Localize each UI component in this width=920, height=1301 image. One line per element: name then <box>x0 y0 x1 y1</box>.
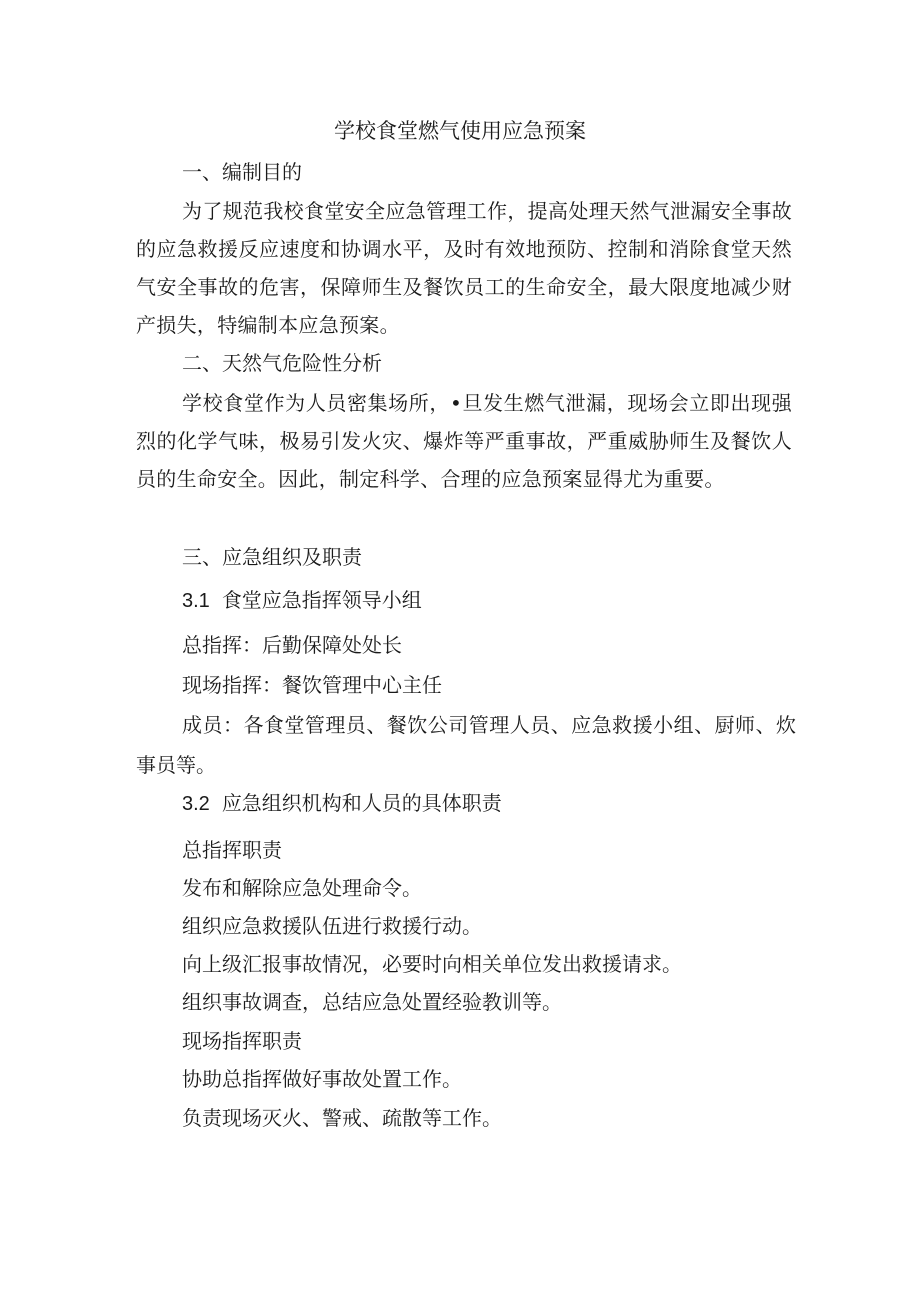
subsection-title: 应急组织机构和人员的具体职责 <box>221 791 502 815</box>
section-heading-hazard-analysis: 二、天然气危险性分析 <box>182 351 382 375</box>
section-heading-purpose: 一、编制目的 <box>182 160 302 184</box>
commander-duty-item: 向上级汇报事故情况，必要时向相关单位发出救援请求。 <box>182 952 682 976</box>
heading-site-duties: 现场指挥职责 <box>182 1029 302 1053</box>
site-duty-item: 负责现场灭火、警戒、疏散等工作。 <box>182 1106 502 1130</box>
document-title: 学校食堂燃气使用应急预案 <box>334 119 586 143</box>
subsection-heading-duties <box>182 788 502 819</box>
paragraph-purpose: 为了规范我校食堂安全应急管理工作，提高处理天然气泄漏安全事故的应急救援反应速度和协调水平，及时有效地预防、控制和消除食堂天然气安全事故的危害，保障师生及餐饮员工的生命安全，最大限度地减少财产损失，特编制本应急预案。 <box>136 199 792 337</box>
paragraph-hazard-analysis: 学校食堂作为人员密集场所，•旦发生燃气泄漏，现场会立即出现强烈的化学气味，极易引发火灾、爆炸等严重事故，严重威胁师生及餐饮人员的生命安全。因此，制定科学、合理的应急预案显得尤为重要。 <box>136 391 792 491</box>
site-duty-item: 协助总指挥做好事故处置工作。 <box>182 1067 462 1091</box>
line-members: 成员：各食堂管理员、餐饮公司管理人员、应急救援小组、厨师、炊事员等。 <box>136 713 796 777</box>
line-site-commander: 现场指挥：餐饮管理中心主任 <box>182 673 442 697</box>
commander-duty-item: 组织事故调查，总结应急处置经验教训等。 <box>182 990 562 1014</box>
heading-commander-duties: 总指挥职责 <box>182 838 282 862</box>
commander-duty-item: 组织应急救援队伍进行救援行动。 <box>182 914 482 938</box>
commander-duty-item: 发布和解除应急处理命令。 <box>182 876 422 900</box>
subsection-heading-leadership-group <box>182 585 422 616</box>
subsection-number: 3.1 <box>182 590 210 612</box>
subsection-title: 食堂应急指挥领导小组 <box>221 588 422 612</box>
section-heading-organization: 三、应急组织及职责 <box>182 545 362 569</box>
subsection-number: 3.2 <box>182 793 210 815</box>
line-commander-in-chief: 总指挥：后勤保障处处长 <box>182 633 402 657</box>
